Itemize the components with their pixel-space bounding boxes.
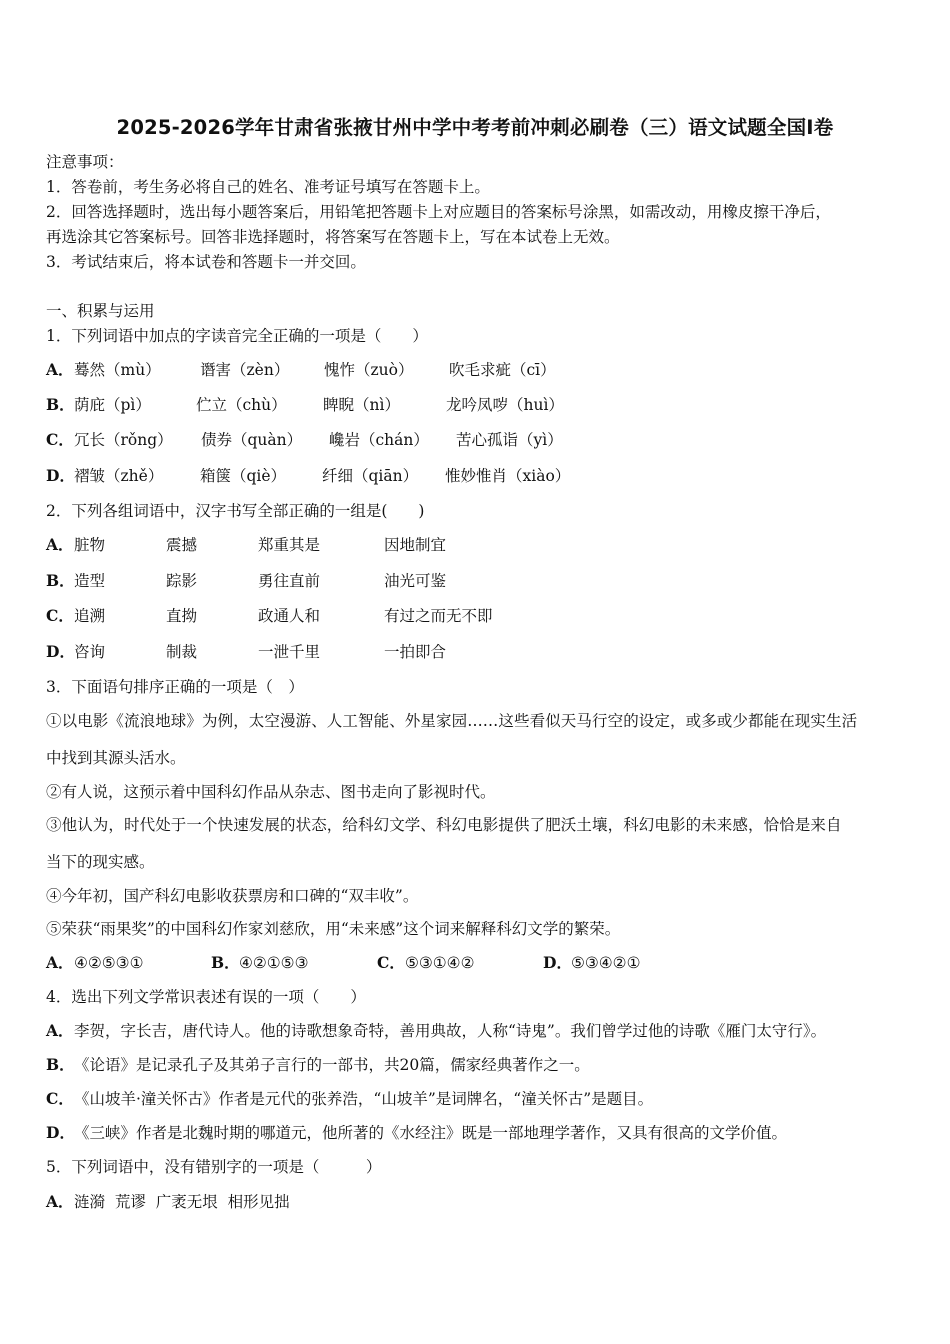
question-1-option-a [46, 360, 556, 380]
option-item: 一泄千里 [258, 643, 321, 661]
option-letter: A． [46, 535, 74, 554]
option-item: 睥睨（nì） [323, 396, 400, 414]
notice-item: 3．考试结束后，将本试卷和答题卡一并交回。 [46, 253, 366, 271]
choice-text: ④②①⑤③ [239, 954, 309, 972]
option-item: 踪影 [166, 572, 198, 590]
option-item: 咨询 [74, 643, 106, 661]
choice-letter: D． [543, 953, 572, 972]
option-letter: D． [46, 466, 75, 485]
question-4-option-d [46, 1123, 787, 1143]
option-item: 纤细（qiān） [322, 467, 419, 485]
option-item: 伫立（chù） [196, 396, 287, 414]
option-item: 吹毛求疵（cī） [449, 361, 556, 379]
option-item: 箱箧（qiè） [200, 467, 287, 485]
option-letter: A． [46, 360, 74, 379]
option-letter: C． [46, 606, 74, 625]
choice-text: ⑤③①④② [405, 954, 475, 972]
option-item: 直拗 [166, 607, 198, 625]
question-2-stem: 2．下列各组词语中，汉字书写全部正确的一组是( ) [46, 502, 425, 520]
option-letter: B． [46, 1055, 75, 1074]
choice-text: ④②⑤③① [74, 954, 144, 972]
question-2-option-b [46, 571, 447, 591]
notice-item: 1．答卷前，考生务必将自己的姓名、准考证号填写在答题卡上。 [46, 178, 490, 196]
option-item: 谮害（zèn） [200, 361, 290, 379]
question-1-option-b [46, 395, 564, 415]
option-letter: C． [46, 430, 74, 449]
sentence: ③他认为，时代处于一个快速发展的状态，给科幻文学、科幻电影提供了肥沃土壤，科幻电影的未来感，恰恰是来自 [46, 816, 842, 834]
question-4-option-b [46, 1055, 590, 1075]
option-item: 油光可鉴 [384, 572, 447, 590]
option-item: 政通人和 [258, 607, 321, 625]
option-item: 龙吟凤哕（huì） [446, 396, 564, 414]
option-letter: B． [46, 395, 75, 414]
option-item: 追溯 [74, 607, 106, 625]
option-item: 惟妙惟肖（xiào） [445, 467, 571, 485]
option-item: 震撼 [166, 536, 198, 554]
option-item: 苦心孤诣（yì） [456, 431, 563, 449]
question-3-stem: 3．下面语句排序正确的一项是（ ） [46, 678, 304, 696]
question-1-option-c [46, 430, 563, 450]
option-item: 蓦然（mù） [74, 361, 161, 379]
option-item: 冗长（rǒng） [74, 431, 173, 449]
option-item: 债券（quàn） [201, 431, 303, 449]
option-item: 愧怍（zuò） [324, 361, 414, 379]
question-5-option-a [46, 1192, 290, 1212]
sentence: ①以电影《流浪地球》为例，太空漫游、人工智能、外星家园……这些看似天马行空的设定，或多或少都能在现实生活 [46, 712, 858, 730]
option-letter: D． [46, 1123, 75, 1142]
choice-letter: A． [46, 953, 74, 972]
option-letter: A． [46, 1192, 74, 1211]
sentence: ②有人说，这预示着中国科幻作品从杂志、图书走向了影视时代。 [46, 783, 496, 801]
notice-item: 2．回答选择题时，选出每小题答案后，用铅笔把答题卡上对应题目的答案标号涂黑，如需改动，用橡皮擦干净后， [46, 203, 831, 221]
option-text: 李贺，字长吉，唐代诗人。他的诗歌想象奇特，善用典故，人称“诗鬼”。我们曾学过他的诗歌《雁门太守行》。 [74, 1022, 827, 1040]
option-item: 脏物 [74, 536, 106, 554]
option-item: 郑重其是 [258, 536, 321, 554]
option-item: 因地制宜 [384, 536, 447, 554]
option-letter: C． [46, 1089, 74, 1108]
question-2-option-c [46, 606, 493, 626]
option-item: 荫庇（pì） [74, 396, 151, 414]
choice-text: ⑤③④②① [571, 954, 641, 972]
question-4-stem: 4．选出下列文学常识表述有误的一项（ ） [46, 988, 366, 1006]
question-5-stem: 5．下列词语中，没有错别字的一项是（ ） [46, 1158, 382, 1176]
choice-letter: C． [377, 953, 405, 972]
option-letter: A． [46, 1021, 74, 1040]
option-item: 勇往直前 [258, 572, 321, 590]
sentence: 中找到其源头活水。 [46, 749, 186, 767]
question-1-stem: 1．下列词语中加点的字读音完全正确的一项是（ ） [46, 327, 428, 345]
question-2-option-d [46, 642, 447, 662]
section-heading: 一、积累与运用 [46, 302, 155, 320]
question-1-option-d [46, 466, 571, 486]
option-item: 一拍即合 [384, 643, 447, 661]
option-item: 褶皱（zhě） [74, 467, 164, 485]
option-text: 涟漪 荒谬 广袤无垠 相形见拙 [74, 1193, 290, 1211]
option-item: 造型 [74, 572, 106, 590]
option-text: 《论语》是记录孔子及其弟子言行的一部书，共20篇，儒家经典著作之一。 [74, 1056, 590, 1074]
notice-heading: 注意事项： [46, 153, 124, 171]
option-text: 《三峡》作者是北魏时期的哪道元，他所著的《水经注》既是一部地理学著作，又具有很高的文学价值。 [74, 1124, 788, 1142]
notice-item: 再选涂其它答案标号。回答非选择题时，将答案写在答题卡上，写在本试卷上无效。 [46, 228, 620, 246]
sentence: ⑤荣获“雨果奖”的中国科幻作家刘慈欣，用“未来感”这个词来解释科幻文学的繁荣。 [46, 920, 621, 938]
question-2-option-a [46, 535, 447, 555]
option-item: 有过之而无不即 [384, 607, 493, 625]
page-title: 2025-2026学年甘肃省张掖甘州中学中考考前冲刺必刷卷（三）语文试题全国Ⅰ卷 [116, 116, 834, 139]
option-item: 巉岩（chán） [329, 431, 429, 449]
option-item: 制裁 [166, 643, 198, 661]
question-4-option-c [46, 1089, 653, 1109]
sentence: 当下的现实感。 [46, 853, 155, 871]
option-text: 《山坡羊·潼关怀古》作者是元代的张养浩，“山坡羊”是词牌名，“潼关怀古”是题目。 [74, 1090, 654, 1108]
option-letter: D． [46, 642, 75, 661]
question-4-option-a [46, 1021, 826, 1041]
choice-letter: B． [211, 953, 240, 972]
option-letter: B． [46, 571, 75, 590]
sentence: ④今年初，国产科幻电影收获票房和口碑的“双丰收”。 [46, 887, 419, 905]
